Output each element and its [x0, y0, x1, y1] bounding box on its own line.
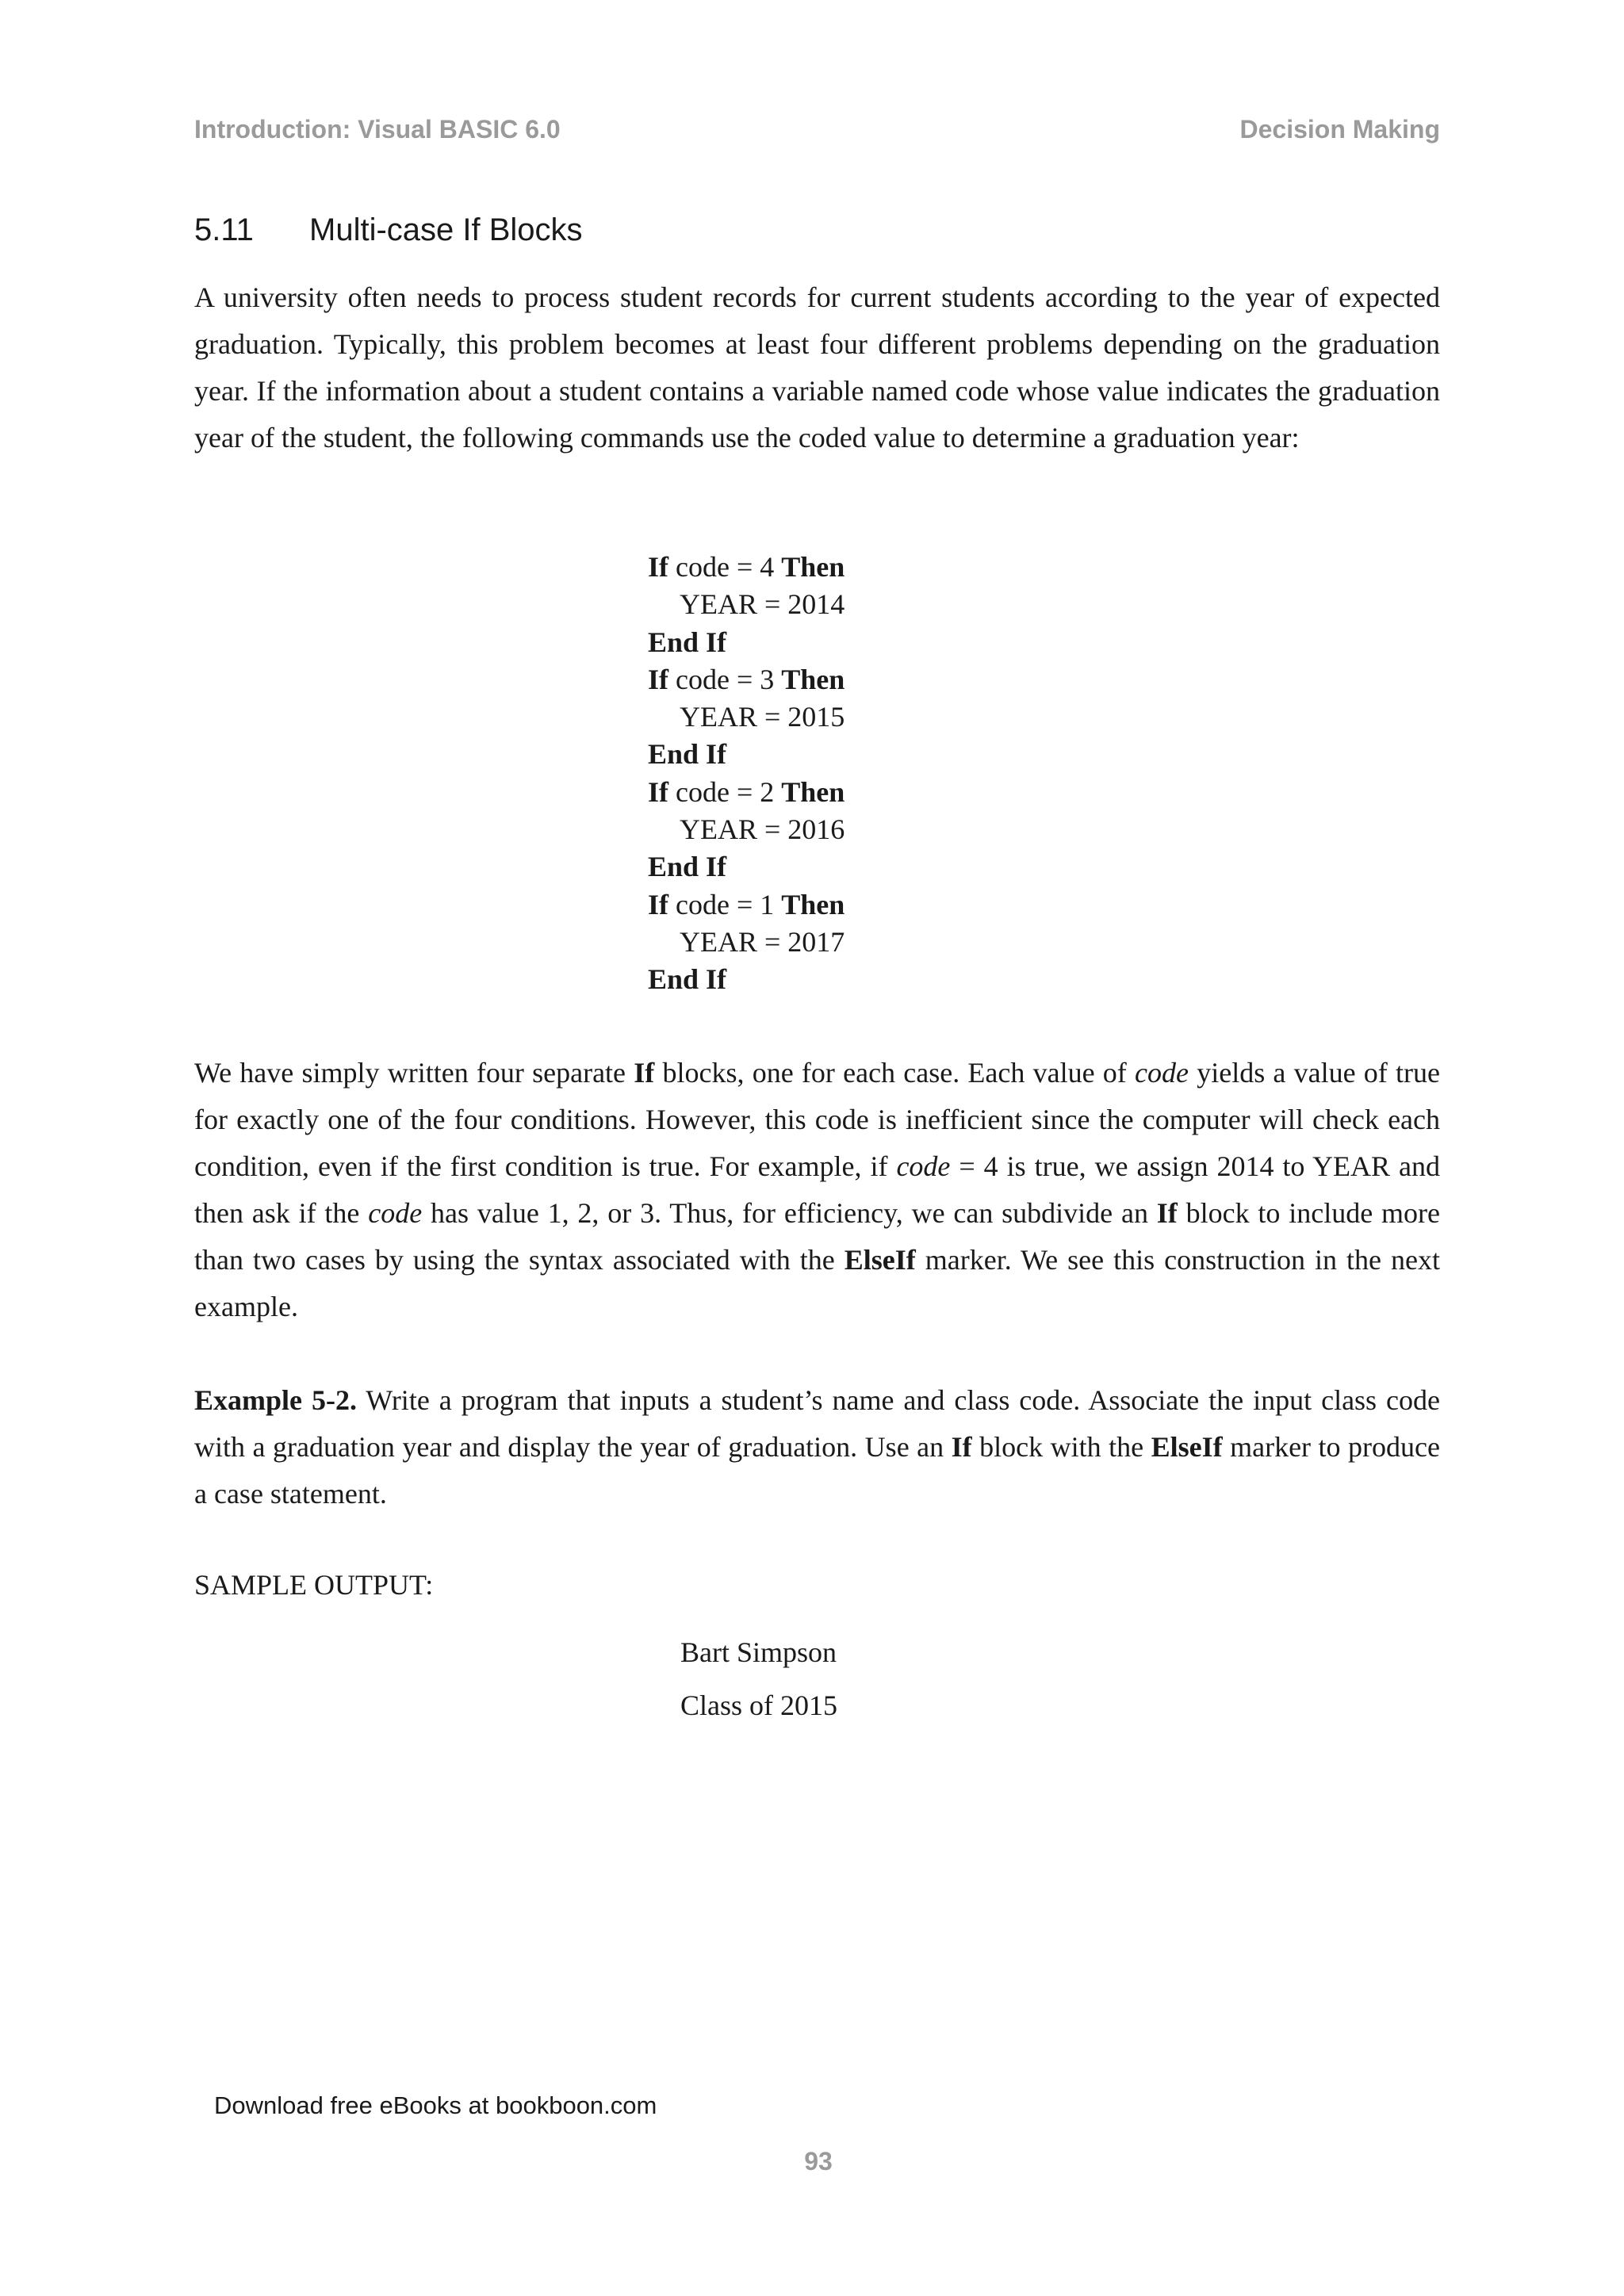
- code-line-endif: End If: [648, 851, 727, 883]
- code-line-assign: YEAR = 2017: [680, 925, 845, 958]
- code-line-if: If code = 2 Then: [648, 775, 845, 808]
- example-paragraph: Example 5-2. Write a program that inputs a student’s name and class code. Associate the input class code with a graduation year and display the year of graduation. Use an If block with the ElseIf marker to produce a case statement.: [194, 1384, 1440, 1510]
- page-number: 93: [804, 2147, 833, 2175]
- intro-paragraph: A university often needs to process student records for current students according to the year of expected graduation. Typically, this problem becomes at least four different problems depending on the graduation year. If the information about a student contains a variable named code whose value indicates the graduation year of the student, the following commands use the coded value to determine a graduation year:: [194, 281, 1440, 453]
- code-line-endif: End If: [648, 626, 727, 658]
- running-header-left: Introduction: Visual BASIC 6.0: [194, 115, 561, 144]
- section-heading: [194, 212, 583, 248]
- code-line-if: If code = 4 Then: [648, 551, 845, 583]
- explanation-paragraph: We have simply written four separate If blocks, one for each case. Each value of code yields a value of true for exactly one of the four conditions. However, this code is inefficient since the computer will check each condition, even if the first condition is true. For example, if code = 4 is true, we assign 2014 to YEAR and then ask if the code has value 1, 2, or 3. Thus, for efficiency, we can subdivide an If block to include more than two cases by using the syntax associated with the ElseIf marker. We see this construction in the next example.: [194, 1057, 1441, 1322]
- footer-download-link[interactable]: Download free eBooks at bookboon.com: [214, 2091, 657, 2119]
- running-header-right: Decision Making: [1239, 115, 1440, 144]
- code-line-assign: YEAR = 2014: [680, 588, 845, 621]
- section-number: 5.11: [194, 212, 254, 247]
- code-line-endif: End If: [648, 738, 727, 771]
- section-title: Multi-case If Blocks: [309, 212, 583, 247]
- sample-output-line: Bart Simpson: [680, 1636, 837, 1668]
- code-block: [648, 549, 845, 999]
- sample-output-label: SAMPLE OUTPUT:: [194, 1569, 434, 1601]
- sample-output-line: Class of 2015: [680, 1689, 837, 1721]
- code-line-if: If code = 1 Then: [648, 888, 845, 920]
- code-line-assign: YEAR = 2015: [680, 701, 845, 733]
- code-line-endif: End If: [648, 963, 727, 996]
- code-line-assign: YEAR = 2016: [680, 813, 845, 846]
- code-line-if: If code = 3 Then: [648, 663, 845, 695]
